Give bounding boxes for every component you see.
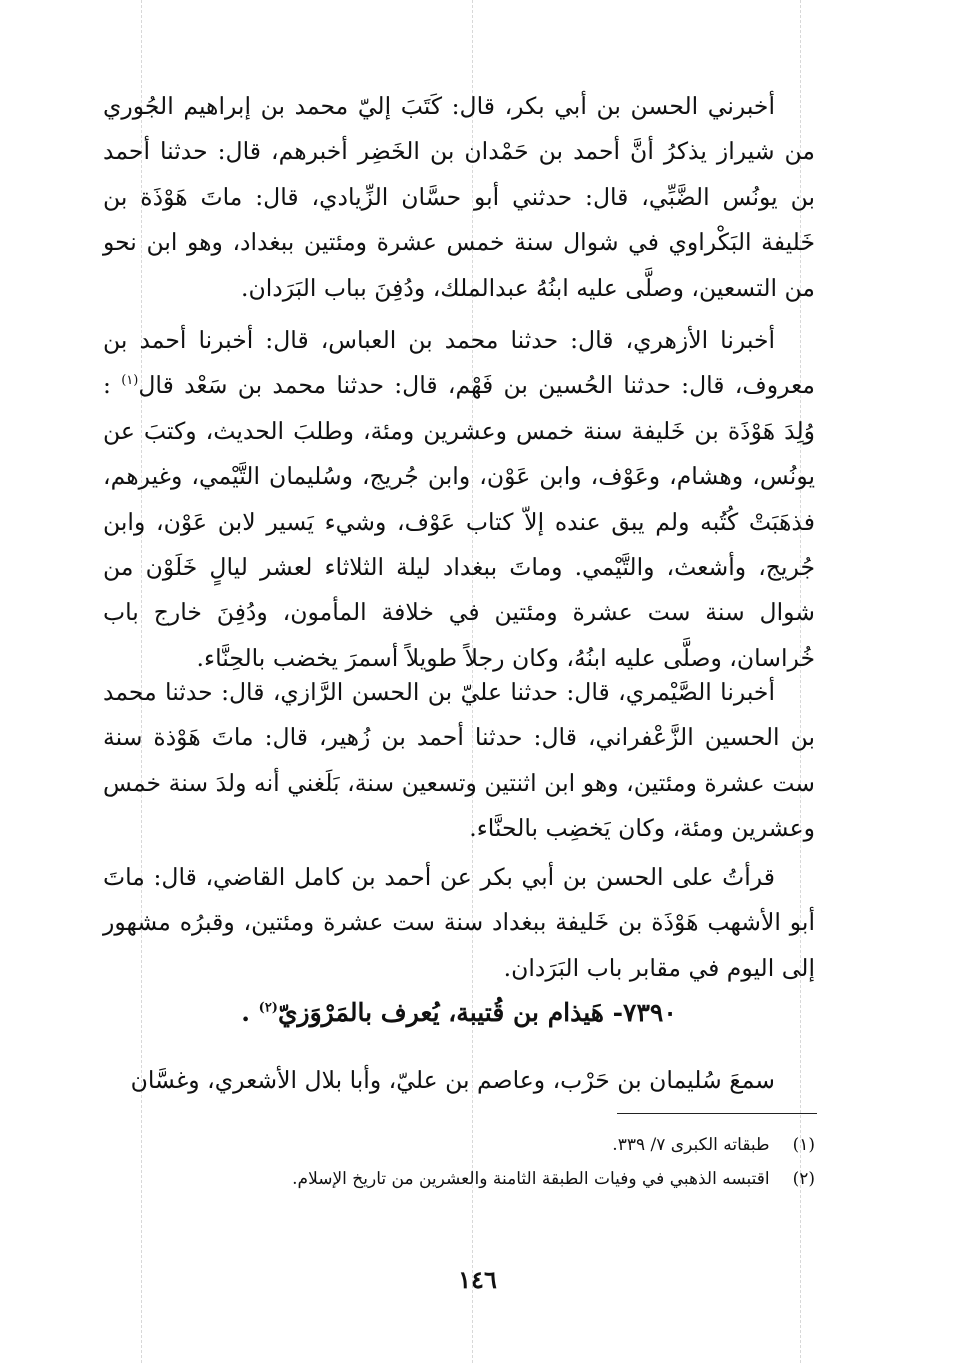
footnote-number: (٢) (792, 1169, 815, 1189)
paragraph-text: أخبرني الحسن بن أبي بكر، قال: كَتَبَ إليّ محمد بن إبراهيم الجُوري من شيراز يذكرُ أنَّ أحمد بن حَمْدان بن الخَضِر أخبرهم، قال: حدثنا أحمد بن يونُس الضَّبِّي، قال: حدثني أبو حسَّان الزِّيادي، قال: ماتَ هَوْذَة بن خَليفة البَكْراوي في شوال سنة خمس عشرة ومئتين ببغداد، وهو ابن نحو من التسعين، وصلَّى عليه ابنُهُ عبدالملك، ودُفِنَ بباب البَرَدان. (103, 92, 815, 302)
footnote-mark-2: (٢) (258, 1000, 278, 1016)
page-number: ١٤٦ (458, 1265, 497, 1294)
paragraph-text-start: أخبرنا الأزهري، قال: حدثنا محمد بن العباس، قال: أخبرنا أحمد بن معروف، قال: حدثنا الحُسين بن فَهْم، قال: حدثنا محمد بن سَعْد قال (103, 326, 815, 400)
paragraph-text (103, 318, 815, 681)
footnote-divider (617, 1113, 817, 1114)
paragraph-2 (103, 318, 815, 681)
entry-heading: ٧٣٩٠- هَيذام بن قُتيبة، يُعرف بالمَرْوَزيّ$^{(٢)}$ . (241, 998, 677, 1027)
entry-heading-text: ٧٣٩٠- هَيذام بن قُتيبة، يُعرف بالمَرْوَزيّ (277, 998, 677, 1027)
footnotes (103, 1128, 815, 1196)
paragraph-text: أخبرنا الصَّيْمري، قال: حدثنا عليّ بن الحسن الرَّازي، قال: حدثنا محمد بن الحسين الزَّعْفراني، قال: حدثنا أحمد بن زُهير، قال: ماتَ هَوْذة سنة ست عشرة ومئتين، وهو ابن اثنتين وتسعين سنة، بَلَغني أنه ولدَ سنة خمس وعشرين ومئة، وكان يَخضِب بالحنَّاء. (103, 678, 815, 843)
footnote-text: طبقاته الكبرى ٧/ ٣٣٩. (612, 1135, 770, 1155)
entry-paragraph (103, 1058, 815, 1103)
footnote-2 (103, 1162, 815, 1196)
paragraph-text: قرأتُ على الحسن بن أبي بكر عن أحمد بن كامل القاضي، قال: ماتَ أبو الأشهب هَوْذَة بن خَليفة ببغداد سنة ست عشرة ومئتين، وقبرُه مشهور إلى اليوم في مقابر باب البَرَدان. (103, 863, 815, 982)
footnote-text: اقتبسه الذهبي في وفيات الطبقة الثامنة والعشرين من تاريخ الإسلام. (292, 1169, 770, 1189)
footnote-number: (١) (792, 1135, 815, 1155)
paragraph-4 (103, 855, 815, 991)
footnote-mark-1: (١) (121, 373, 139, 389)
paragraph-text: سمعَ سُليمان بن حَرْب، وعاصم بن عليّ، وأبا بلال الأشعري، وغسَّان (130, 1066, 775, 1094)
paragraph-1 (103, 84, 815, 311)
paragraph-text-end: : وُلِدَ هَوْذَة بن خَليفة سنة خمس وعشرين ومئة، وطلبَ الحديث، وكتبَ عن يونُس، وهشام، وعَوْف، وابن عَوْن، وابن جُريج، وسُليمان التَّيْمي، وغيرهم، فذهَبَتْ كُتُبه ولم يبق عنده إلاّ كتاب عَوْف، وشيء يَسير لابن عَوْن، وابن جُريج، وأشعث، والتَّيْمي. وماتَ ببغداد ليلة الثلاثاء لعشر ليالٍ خَلَوْن من شوال سنة ست عشرة ومئتين في خلافة المأمون، ودُفِنَ خارج باب خُراسان، وصلَّى عليه ابنُهُ، وكان رجلاً طويلاً أسمرَ يخضب بالحِنَّاء. (103, 371, 815, 672)
paragraph-3 (103, 670, 815, 852)
footnote-1 (103, 1128, 815, 1162)
